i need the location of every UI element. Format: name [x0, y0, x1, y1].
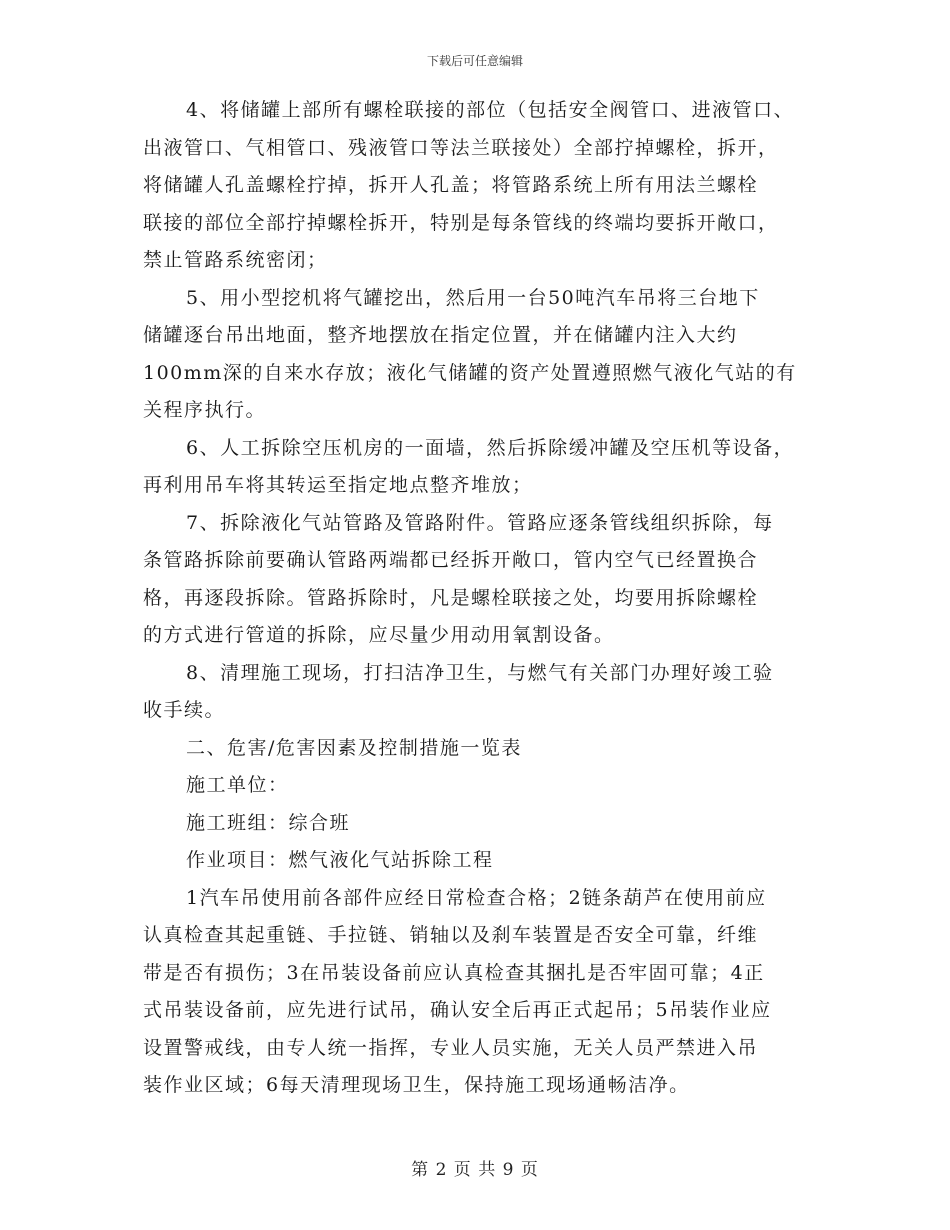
paragraph-line: 100mm深的自来水存放；液化气储罐的资产处置遵照燃气液化气站的有	[143, 361, 797, 384]
paragraph-step-7	[143, 505, 815, 655]
paragraph-line: 4、将储罐上部所有螺栓联接的部位（包括安全阀管口、进液管口、	[186, 99, 795, 121]
paragraph-step-6	[143, 430, 815, 505]
construction-unit-field	[143, 767, 815, 805]
paragraph-line: 7、拆除液化气站管路及管路附件。管路应逐条管线组织拆除，每	[186, 511, 774, 534]
paragraph-line: 收手续。	[143, 699, 226, 721]
paragraph-line: 式吊装设备前，应先进行试吊，确认安全后再正式起吊；5吊装作业应	[143, 999, 772, 1021]
paragraph-line: 认真检查其起重链、手拉链、销轴以及刹车装置是否安全可靠，纤维	[143, 924, 759, 946]
paragraph-line: 将储罐人孔盖螺栓拧掉，拆开人孔盖；将管路系统上所有用法兰螺栓	[143, 174, 759, 196]
paragraph-line: 关程序执行。	[143, 399, 267, 421]
paragraph-line: 储罐逐台吊出地面，整齐地摆放在指定位置，并在储罐内注入大约	[143, 324, 738, 346]
paragraph-line: 条管路拆除前要确认管路两端都已经拆开敞口，管内空气已经置换合	[143, 549, 759, 571]
paragraph-line: 8、清理施工现场，打扫洁净卫生，与燃气有关部门办理好竣工验	[186, 661, 774, 684]
paragraph-line: 二、危害/危害因素及控制措施一览表	[186, 736, 522, 759]
paragraph-line: 联接的部位全部拧掉螺栓拆开，特别是每条管线的终端均要拆开敞口，	[143, 211, 779, 234]
paragraph-line: 再利用吊车将其转运至指定地点整齐堆放；	[143, 474, 533, 496]
paragraph-line: 设置警戒线，由专人统一指挥，专业人员实施，无关人员严禁进入吊	[143, 1036, 759, 1059]
page-header: 下载后可任意编辑	[426, 54, 523, 68]
paragraph-line: 禁止管路系统密闭；	[143, 249, 328, 271]
paragraph-line: 1汽车吊使用前各部件应经日常检查合格；2链条葫芦在使用前应	[186, 886, 767, 909]
work-item-field	[143, 842, 815, 880]
control-measures-paragraph	[143, 880, 815, 1105]
paragraph-line: 6、人工拆除空压机房的一面墙，然后拆除缓冲罐及空压机等设备，	[186, 436, 795, 459]
paragraph-line: 带是否有损伤；3在吊装设备前应认真检查其捆扎是否牢固可靠；4正	[143, 961, 765, 984]
paragraph-line: 装作业区域；6每天清理现场卫生，保持施工现场通畅洁净。	[143, 1074, 690, 1096]
paragraph-line: 的方式进行管道的拆除，应尽量少用动用氧割设备。	[143, 624, 615, 646]
paragraph-line: 施工班组：综合班	[186, 811, 351, 834]
paragraph-line: 5、用小型挖机将气罐挖出，然后用一台50吨汽车吊将三台地下	[186, 286, 760, 309]
paragraph-line: 作业项目：燃气液化气站拆除工程	[186, 849, 494, 871]
construction-team-field	[143, 805, 815, 843]
document-body	[143, 92, 815, 1105]
section-heading	[143, 730, 815, 768]
paragraph-line: 出液管口、气相管口、残液管口等法兰联接处）全部拧掉螺栓，拆开，	[143, 136, 779, 159]
paragraph-step-8	[143, 655, 815, 730]
paragraph-line: 格，再逐段拆除。管路拆除时，凡是螺栓联接之处，均要用拆除螺栓	[143, 586, 759, 609]
paragraph-line: 施工单位：	[186, 774, 289, 796]
paragraph-step-4	[143, 92, 815, 280]
page-number-footer: 第 2 页 共 9 页	[411, 1160, 539, 1180]
paragraph-step-5	[143, 280, 815, 430]
